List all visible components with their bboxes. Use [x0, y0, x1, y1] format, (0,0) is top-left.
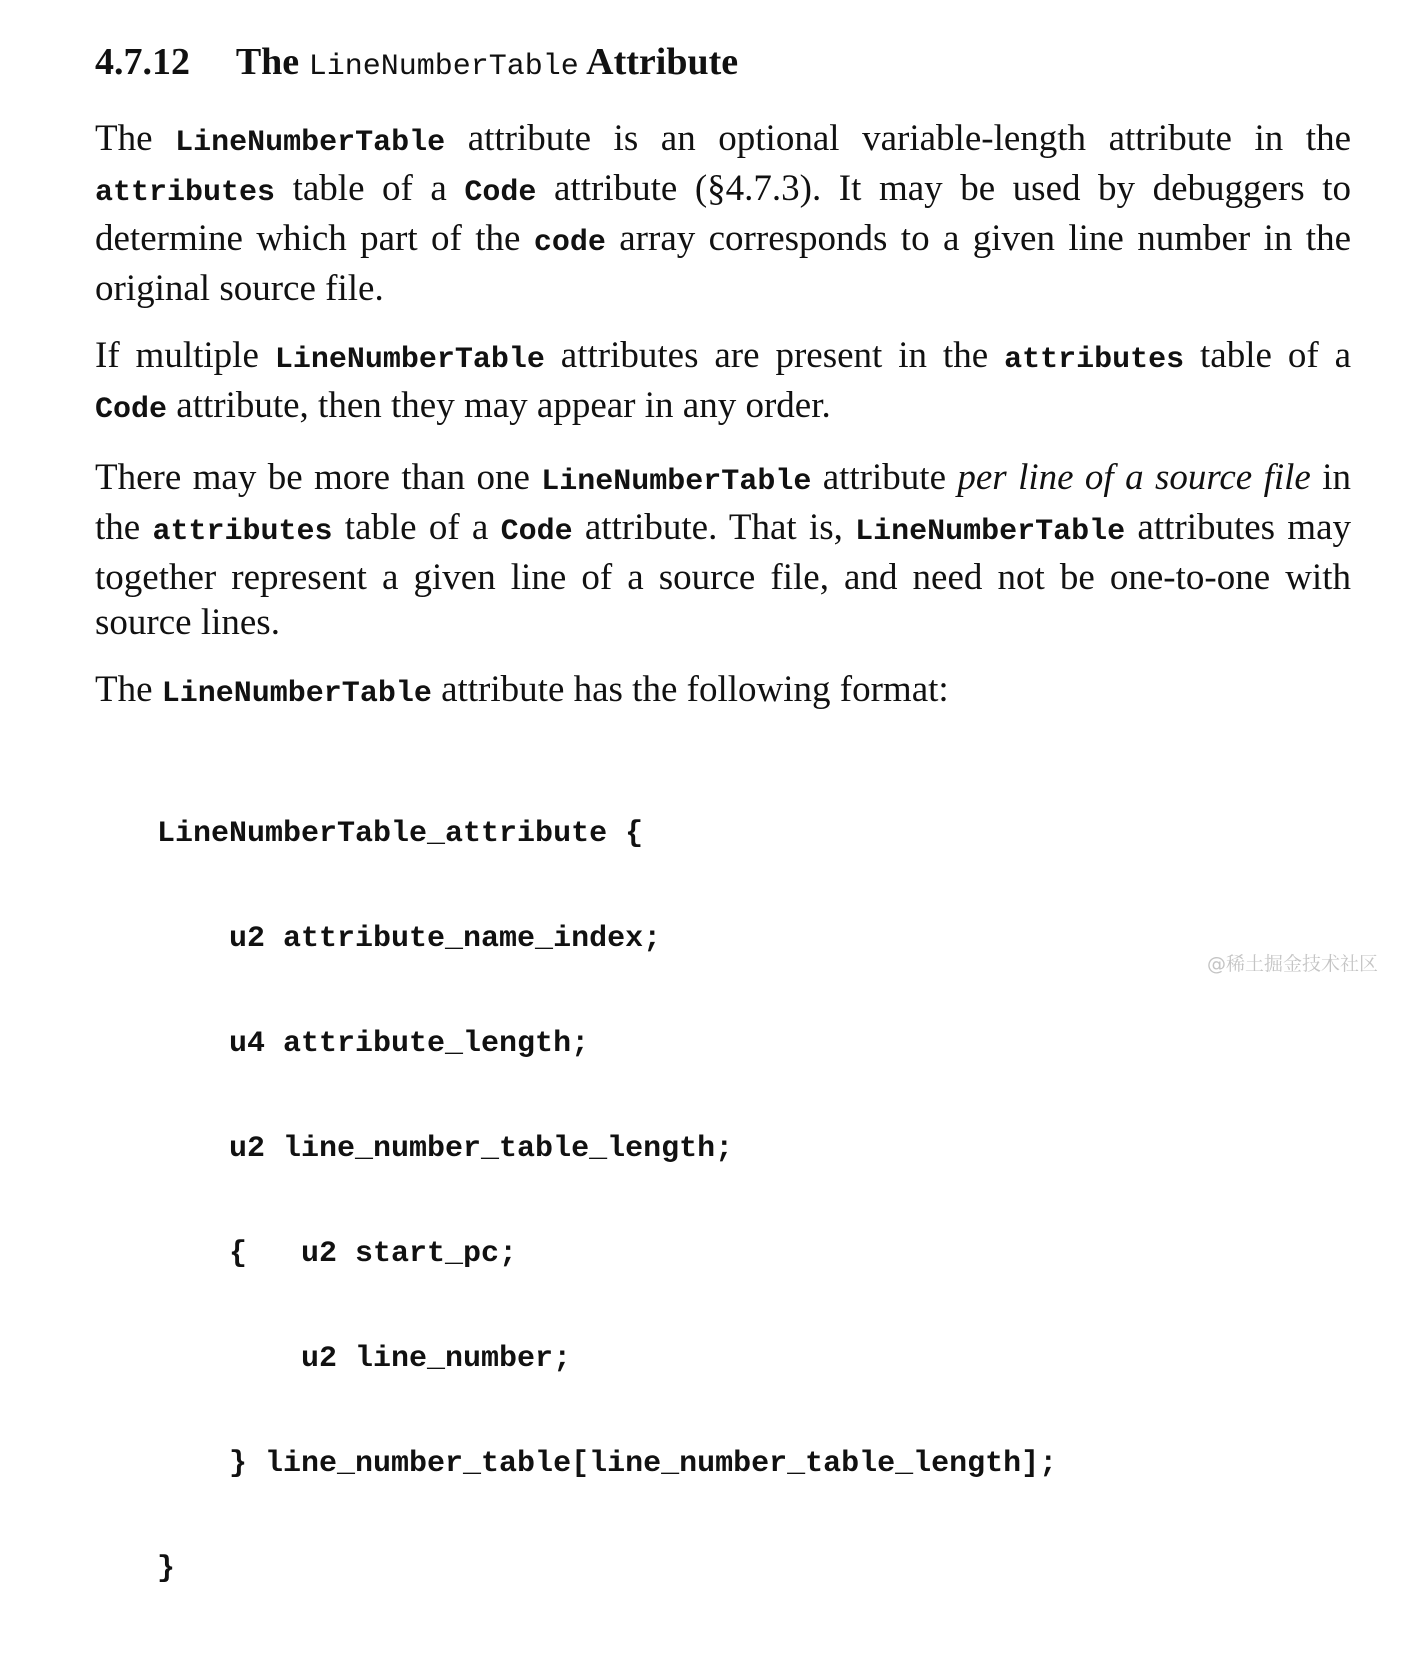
- text-run: attribute: [822, 456, 946, 498]
- code-term: LineNumberTable: [855, 514, 1126, 549]
- heading-text-pre: The: [235, 41, 300, 83]
- text-run: attributes are present in the: [560, 334, 989, 376]
- text-run: attribute. That is,: [584, 506, 843, 548]
- code-term: LineNumberTable: [274, 342, 545, 377]
- heading-code-term: LineNumberTable: [308, 50, 579, 84]
- code-line: u2 line_number_table_length;: [157, 1131, 734, 1166]
- code-line: }: [157, 1551, 176, 1586]
- code-line: u4 attribute_length;: [157, 1026, 590, 1061]
- code-line: { u2 start_pc;: [157, 1236, 518, 1271]
- text-run: The: [95, 117, 153, 159]
- text-run: table of a: [1200, 334, 1352, 376]
- text-run: array corresponds to a given line number in the original source file.: [95, 217, 1352, 309]
- paragraph-intro: [95, 116, 1351, 311]
- watermark: @稀土掘金技术社区: [1206, 953, 1378, 975]
- code-term: attributes: [1004, 342, 1185, 377]
- paragraph-format-intro: [95, 667, 1351, 717]
- document-page: [95, 40, 1351, 1657]
- text-run: table of a: [292, 167, 447, 209]
- code-block: [157, 747, 1351, 1657]
- text-run: attribute has the following format:: [441, 668, 949, 710]
- text-run: attributes may together represent a given line of a source file, and need not be one-to-one with source lines.: [95, 506, 1352, 643]
- code-term: LineNumberTable: [161, 676, 432, 711]
- text-run: attribute is an optional variable-length attribute in the: [467, 117, 1351, 159]
- text-run: There may be more than one: [95, 456, 530, 498]
- section-number: 4.7.12: [95, 41, 190, 83]
- section-heading: [95, 40, 1351, 86]
- code-term: attributes: [152, 514, 333, 549]
- text-run: The: [95, 668, 153, 710]
- text-run: attribute, then they may appear in any order.: [176, 384, 831, 426]
- paragraph-multiple: [95, 333, 1351, 433]
- text-run: table of a: [344, 506, 489, 548]
- code-line: LineNumberTable_attribute {: [157, 816, 644, 851]
- code-term: code: [533, 225, 606, 260]
- text-run: attribute (§4.7.3). It may be used by debuggers to determine which part of the: [95, 167, 1352, 259]
- code-term: attributes: [95, 175, 276, 210]
- italic-emphasis: per line of a source file: [957, 456, 1311, 498]
- text-run: If multiple: [95, 334, 259, 376]
- paragraph-per-line: [95, 455, 1351, 645]
- code-term: Code: [500, 514, 573, 549]
- code-line: } line_number_table[line_number_table_length];: [157, 1446, 1058, 1481]
- code-term: Code: [464, 175, 537, 210]
- code-line: u2 line_number;: [157, 1341, 572, 1376]
- code-line: u2 attribute_name_index;: [157, 921, 662, 956]
- code-term: LineNumberTable: [541, 464, 812, 499]
- code-term: LineNumberTable: [175, 125, 446, 160]
- text-run: in the: [95, 456, 1352, 548]
- heading-text-post: Attribute: [586, 41, 739, 83]
- code-term: Code: [95, 392, 168, 427]
